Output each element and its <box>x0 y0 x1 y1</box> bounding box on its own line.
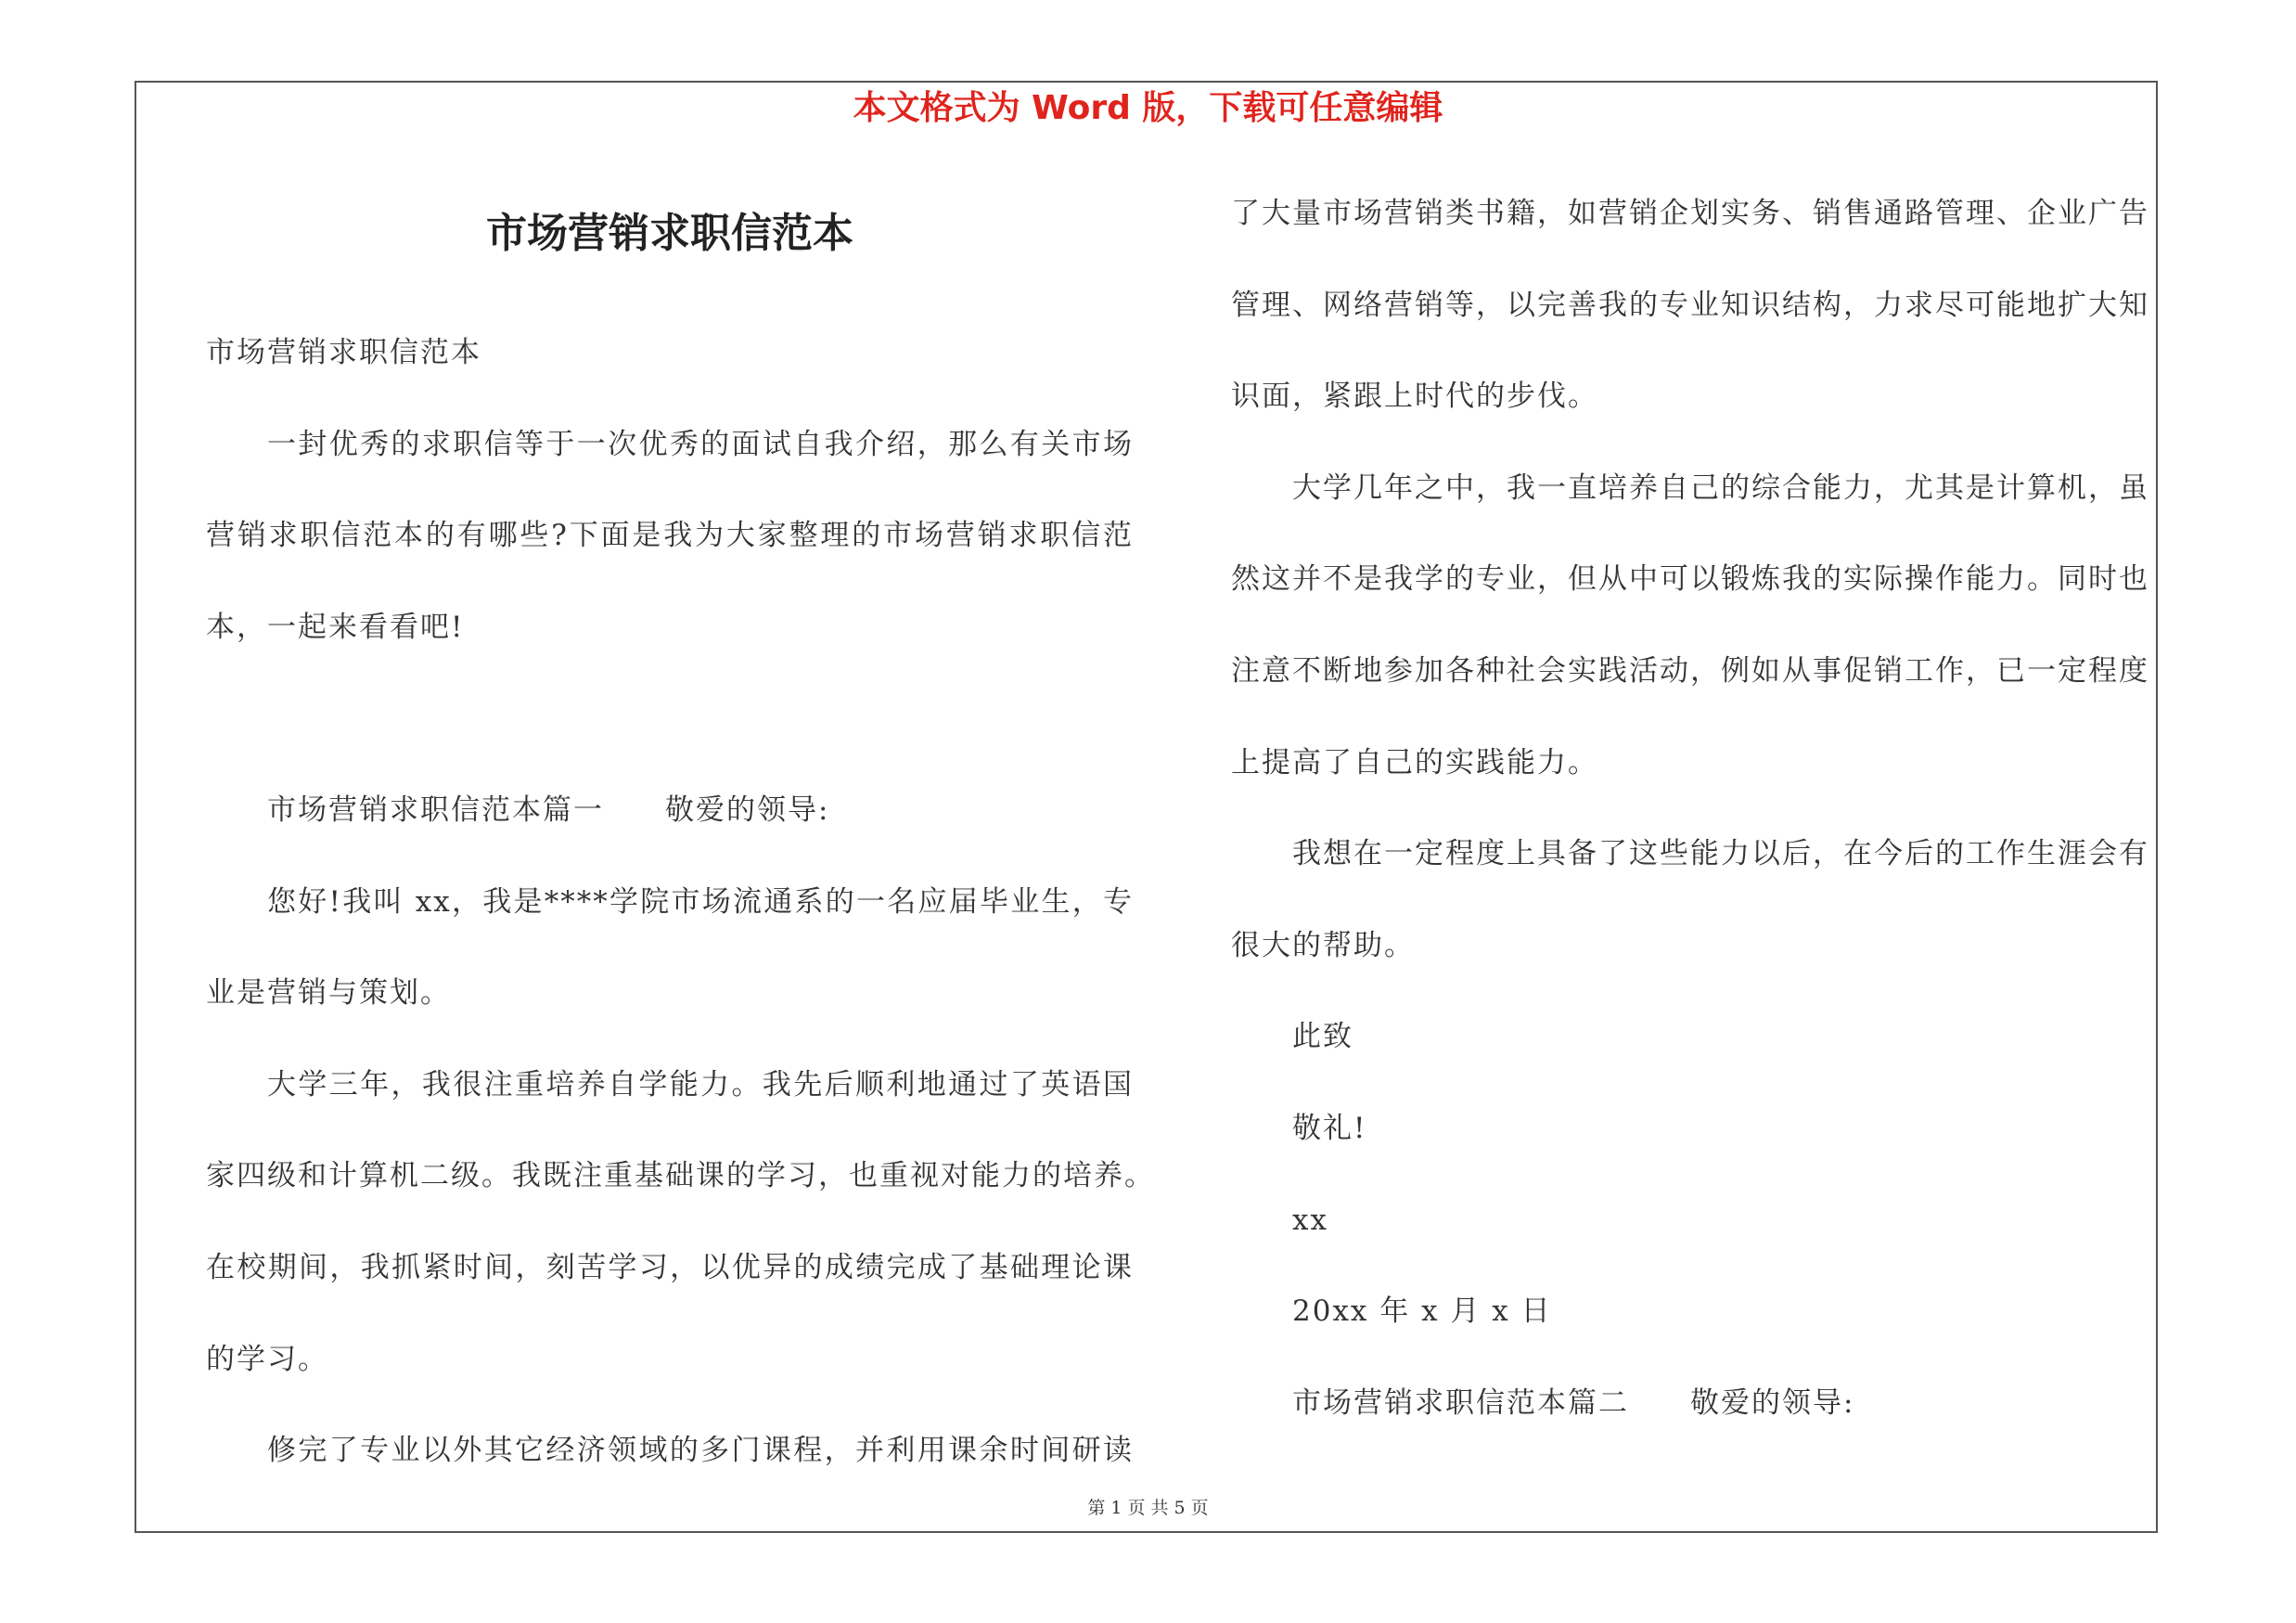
text-line: 市场营销求职信范本篇二 敬爱的领导: <box>1292 1385 1855 1420</box>
document-title: 市场营销求职信范本 <box>486 210 853 257</box>
text-line: 本，一起来看看吧! <box>206 610 465 644</box>
text-line: 修完了专业以外其它经济领域的多门课程，并利用课余时间研读 <box>267 1434 1134 1468</box>
text-line: 很大的帮助。 <box>1231 928 1415 962</box>
text-line: 上提高了自己的实践能力。 <box>1231 745 1598 779</box>
text-line: 然这并不是我学的专业，但从中可以锻炼我的实际操作能力。同时也 <box>1231 562 2149 597</box>
text-line: xx <box>1292 1203 1328 1237</box>
text-line: 识面，紧跟上时代的步伐。 <box>1231 380 1598 414</box>
text-line: 的学习。 <box>206 1342 328 1376</box>
text-line: 您好!我叫 xx，我是****学院市场流通系的一名应届毕业生，专 <box>267 884 1134 919</box>
text-line: 敬礼! <box>1292 1112 1367 1145</box>
text-line: 我想在一定程度上具备了这些能力以后，在今后的工作生涯会有 <box>1292 837 2149 871</box>
text-line: 市场营销求职信范本 <box>206 336 481 369</box>
text-line: 市场营销求职信范本篇一 敬爱的领导: <box>267 793 830 827</box>
text-line: 20xx 年 x 月 x 日 <box>1292 1295 1552 1329</box>
text-line: 营销求职信范本的有哪些?下面是我为大家整理的市场营销求职信范 <box>206 519 1134 553</box>
text-line: 此致 <box>1292 1020 1353 1054</box>
text-line: 在校期间，我抓紧时间，刻苦学习，以优异的成绩完成了基础理论课 <box>206 1251 1134 1284</box>
text-line: 注意不断地参加各种社会实践活动，例如从事促销工作，已一定程度 <box>1231 654 2149 688</box>
text-line: 了大量市场营销类书籍，如营销企划实务、销售通路管理、企业广告 <box>1231 197 2149 230</box>
text-line: 大学三年，我很注重培养自学能力。我先后顺利地通过了英语国 <box>267 1067 1134 1101</box>
text-line: 管理、网络营销等，以完善我的专业知识结构，力求尽可能地扩大知 <box>1231 288 2149 322</box>
text-line: 大学几年之中，我一直培养自己的综合能力，尤其是计算机，虽 <box>1292 470 2149 505</box>
text-line: 业是营销与策划。 <box>206 976 451 1011</box>
format-banner: 本文格式为 Word 版，下载可任意编辑 <box>853 89 1443 127</box>
page-footer: 第 1 页 共 5 页 <box>1087 1498 1209 1518</box>
text-line: 家四级和计算机二级。我既注重基础课的学习，也重视对能力的培养。 <box>206 1159 1155 1193</box>
text-line: 一封优秀的求职信等于一次优秀的面试自我介绍，那么有关市场 <box>267 427 1134 461</box>
